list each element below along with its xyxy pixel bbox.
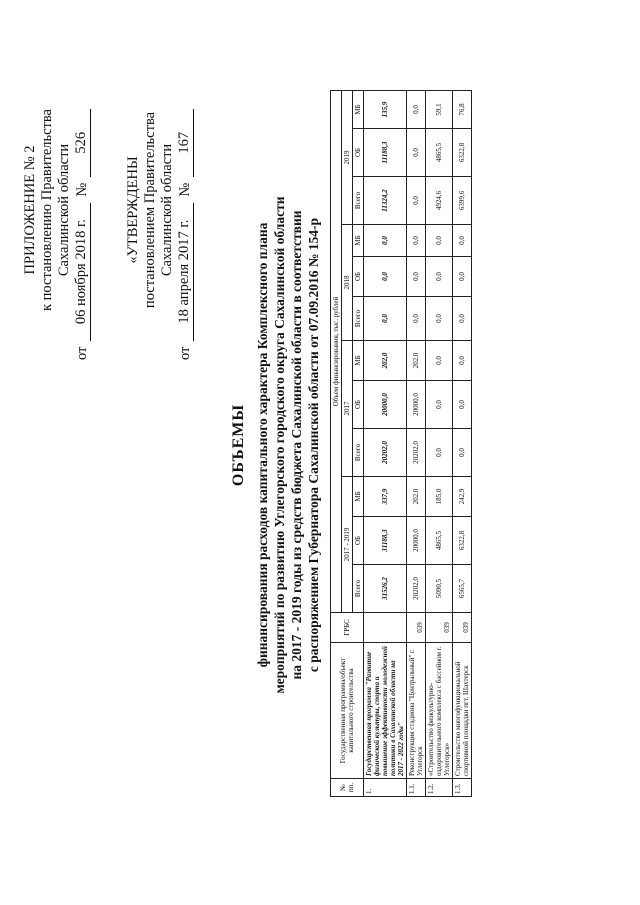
header-volume: Объем финансирования, тыс. рублей	[331, 91, 342, 613]
appendix-block	[22, 60, 91, 360]
subheader-total: Всего	[353, 565, 364, 613]
row-value: 0,0	[407, 297, 426, 341]
row-value: 20202,0	[407, 565, 426, 613]
table-row	[407, 91, 426, 797]
subheader-ob: ОБ	[353, 381, 364, 429]
row-value: 337,9	[364, 477, 407, 517]
row-grbs: 039	[426, 613, 453, 643]
row-value: 0,0	[426, 381, 453, 429]
row-name: Государственная программа "Развитие физической культуры, спорта и повышение эффективности молодежной политики в Сахалинской области на 2017 - 2022 годы"	[364, 643, 407, 779]
approved-date-line	[176, 60, 194, 360]
row-value: 242,9	[453, 477, 472, 517]
subheader-total: Всего	[353, 297, 364, 341]
row-value: 185,0	[426, 477, 453, 517]
table-row	[453, 91, 472, 797]
subheader-mb: МБ	[353, 225, 364, 257]
row-value: 0,0	[407, 129, 426, 177]
table-body	[364, 91, 472, 797]
row-value: 4924,6	[426, 177, 453, 225]
approved-title: «УТВЕРЖДЕНЫ	[125, 156, 141, 264]
row-number: 1.2.	[426, 779, 453, 797]
row-value: 20000,0	[364, 381, 407, 429]
appendix-no: №	[74, 182, 90, 197]
row-value: 5090,5	[426, 565, 453, 613]
approved-line2: Сахалинской области	[159, 143, 175, 277]
approved-from: от	[177, 346, 193, 360]
row-value: 0,0	[453, 381, 472, 429]
appendix-date-line	[73, 60, 91, 360]
approved-date: 18 апреля 2017 г.	[176, 203, 194, 341]
appendix-date: 06 ноября 2018 г.	[73, 203, 91, 341]
row-value: 6322,8	[453, 517, 472, 565]
table-row	[364, 91, 407, 797]
row-value: 6322,8	[453, 129, 472, 177]
row-value: 0,0	[364, 257, 407, 297]
row-value: 0,0	[426, 429, 453, 477]
row-value: 4865,5	[426, 129, 453, 177]
row-value: 0,0	[453, 257, 472, 297]
row-value: 0,0	[426, 257, 453, 297]
row-grbs: 039	[407, 613, 426, 643]
subheader-mb: МБ	[353, 477, 364, 517]
header-period-2019: 2019	[342, 91, 353, 225]
header-grbs: ГРБС	[331, 613, 364, 643]
subheader-ob: ОБ	[353, 257, 364, 297]
row-grbs: 039	[453, 613, 472, 643]
row-grbs	[364, 613, 407, 643]
header-period-2018: 2018	[342, 225, 353, 341]
header-no: № пп.	[331, 779, 364, 797]
row-value: 202,0	[407, 341, 426, 381]
appendix-line1: к постановлению Правительства	[39, 109, 55, 311]
row-value: 31526,2	[364, 565, 407, 613]
row-value: 0,0	[407, 257, 426, 297]
row-value: 31188,3	[364, 517, 407, 565]
approved-number: 167	[176, 109, 194, 177]
row-number: 1.1.	[407, 779, 426, 797]
row-value: 20000,0	[407, 517, 426, 565]
subheader-total: Всего	[353, 429, 364, 477]
approved-block	[125, 60, 194, 360]
row-value: 0,0	[364, 225, 407, 257]
row-value: 0,0	[426, 225, 453, 257]
title-line4: с распоряжением Губернатора Сахалинской области от 07.09.2016 № 154-р	[306, 217, 321, 673]
header-period-2017: 2017	[342, 341, 353, 477]
row-name: Строительство многофункциональной спортивной площадки пгт. Шахтерск	[453, 643, 472, 779]
subheader-ob: ОБ	[353, 129, 364, 177]
title-line1: финансирования расходов капитального характера Комплексного плана	[255, 222, 270, 668]
row-value: 0,0	[426, 341, 453, 381]
table-row	[426, 91, 453, 797]
appendix-number: 526	[73, 109, 91, 177]
row-value: 0,0	[453, 225, 472, 257]
appendix-title: ПРИЛОЖЕНИЕ № 2	[22, 145, 38, 275]
row-value: 0,0	[453, 341, 472, 381]
row-value: 6565,7	[453, 565, 472, 613]
document-title	[230, 185, 322, 705]
subheader-mb: МБ	[353, 91, 364, 129]
row-number: 1.3.	[453, 779, 472, 797]
subheader-total: Всего	[353, 177, 364, 225]
approved-no: №	[177, 182, 193, 197]
row-value: 0,0	[407, 91, 426, 129]
row-value: 6399,6	[453, 177, 472, 225]
row-value: 20000,0	[407, 381, 426, 429]
row-value: 0,0	[453, 429, 472, 477]
title-main: ОБЪЕМЫ	[230, 403, 247, 487]
title-line3: на 2017 - 2019 годы из средств бюджета Сахалинской области в соответствии	[289, 210, 304, 680]
appendix-from: от	[74, 346, 90, 360]
row-value: 0,0	[407, 177, 426, 225]
row-number: 1.	[364, 779, 407, 797]
financing-table	[330, 90, 472, 797]
row-value: 202,0	[407, 477, 426, 517]
row-value: 11324,2	[364, 177, 407, 225]
row-value: 0,0	[453, 297, 472, 341]
row-value: 20202,0	[407, 429, 426, 477]
row-value: 11188,3	[364, 129, 407, 177]
header-period-total: 2017 - 2019	[342, 477, 353, 613]
subheader-mb: МБ	[353, 341, 364, 381]
row-name: «Строительство физкультурно-оздоровительного комплекса с бассейном г. Углегорск»	[426, 643, 453, 779]
row-value: 0,0	[364, 297, 407, 341]
row-value: 4865,5	[426, 517, 453, 565]
row-value: 59,1	[426, 91, 453, 129]
header-program: Государственная программа/объект капитального строительства	[331, 643, 364, 779]
header-row-1	[331, 91, 342, 797]
subheader-ob: ОБ	[353, 517, 364, 565]
approved-line1: постановлением Правительства	[142, 111, 158, 309]
row-value: 135,9	[364, 91, 407, 129]
row-value: 0,0	[407, 225, 426, 257]
row-name: Реконструкция стадиона "Центральный" г. Углегорск	[407, 643, 426, 779]
row-value: 0,0	[426, 297, 453, 341]
title-line2: мероприятий по развитию Углегорского городского округа Сахалинской области	[272, 196, 287, 694]
row-value: 202,0	[364, 341, 407, 381]
row-value: 20202,0	[364, 429, 407, 477]
appendix-line2: Сахалинской области	[56, 143, 72, 277]
row-value: 76,8	[453, 91, 472, 129]
